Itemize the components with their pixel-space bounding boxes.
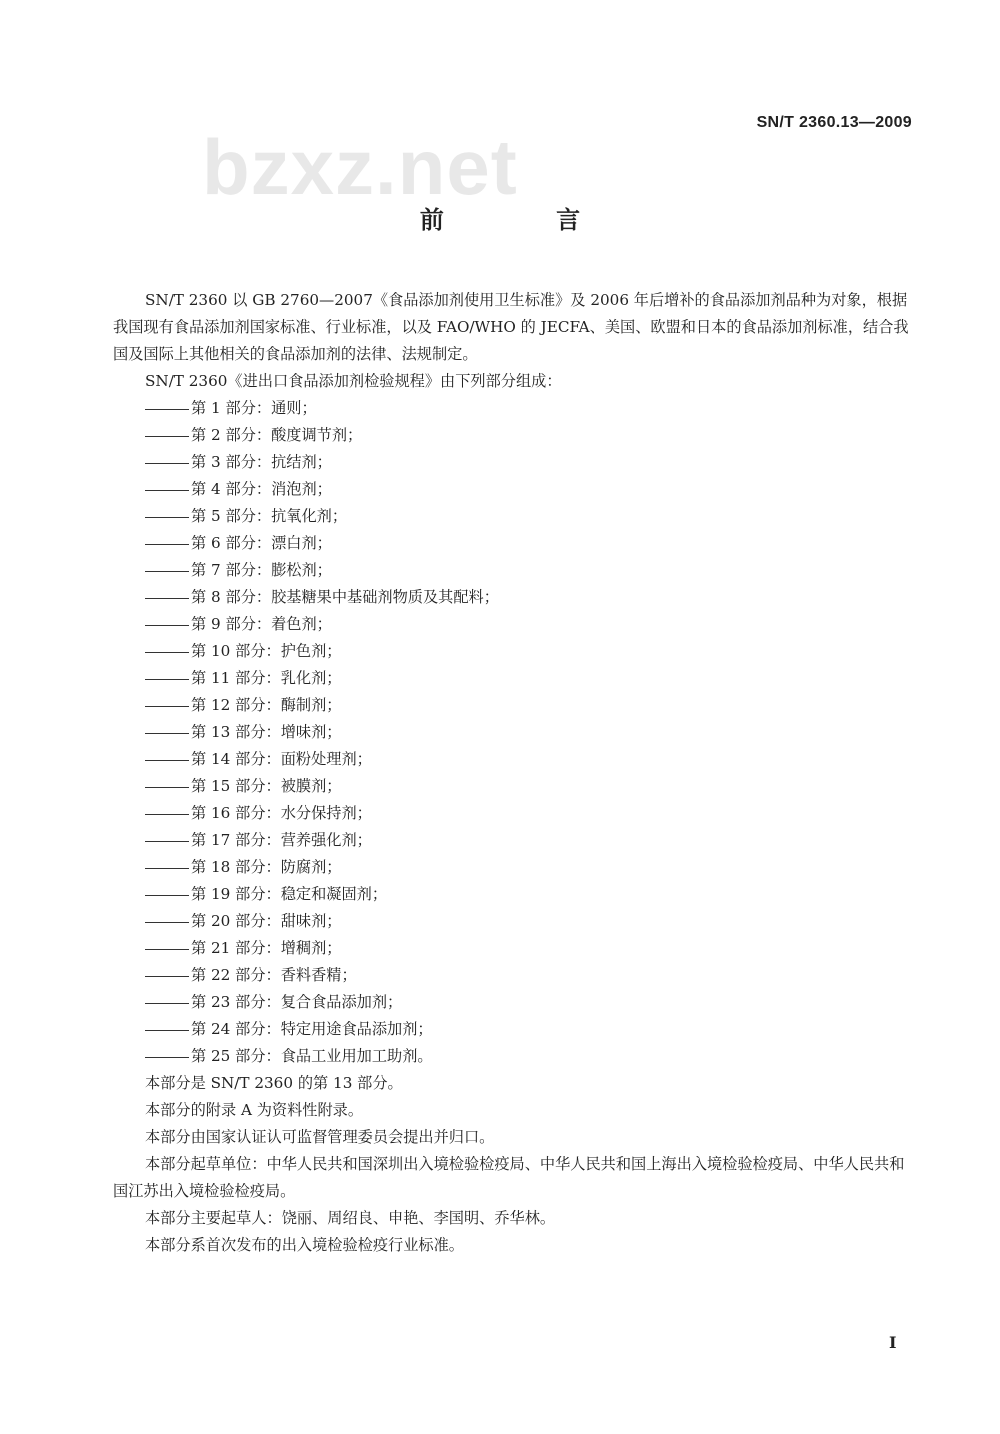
list-item: 第 23 部分：复合食品添加剂； (113, 989, 913, 1016)
dash-icon (145, 733, 189, 734)
drafting-units-statement: 本部分起草单位：中华人民共和国深圳出入境检验检疫局、中华人民共和国上海出入境检验检疫局、中华人民共和国江苏出入境检验检疫局。 (113, 1155, 905, 1200)
list-item: 第 16 部分：水分保持剂； (113, 800, 913, 827)
parts-list (113, 395, 913, 1070)
dash-icon (145, 679, 189, 680)
list-item: 第 25 部分：食品工业用加工助剂。 (113, 1043, 913, 1070)
list-item: 第 19 部分：稳定和凝固剂； (113, 881, 913, 908)
dash-icon (145, 598, 189, 599)
dash-icon (145, 625, 189, 626)
dash-icon (145, 571, 189, 572)
list-item: 第 18 部分：防腐剂； (113, 854, 913, 881)
dash-icon (145, 490, 189, 491)
list-item: 第 6 部分：漂白剂； (113, 530, 913, 557)
dash-icon (145, 760, 189, 761)
list-item: 第 21 部分：增稠剂； (113, 935, 913, 962)
list-item: 第 14 部分：面粉处理剂； (113, 746, 913, 773)
dash-icon (145, 787, 189, 788)
list-item: 第 1 部分：通则； (113, 395, 913, 422)
dash-icon (145, 841, 189, 842)
standard-code: SN/T 2360.13—2009 (756, 114, 912, 131)
list-item: 第 24 部分：特定用途食品添加剂； (113, 1016, 913, 1043)
list-item: 第 9 部分：着色剂； (113, 611, 913, 638)
list-item: 第 22 部分：香料香精； (113, 962, 913, 989)
list-item: 第 10 部分：护色剂； (113, 638, 913, 665)
list-item: 第 12 部分：酶制剂； (113, 692, 913, 719)
dash-icon (145, 814, 189, 815)
dash-icon (145, 1030, 189, 1031)
list-item: 第 15 部分：被膜剂； (113, 773, 913, 800)
list-item: 第 5 部分：抗氧化剂； (113, 503, 913, 530)
list-item: 第 4 部分：消泡剂； (113, 476, 913, 503)
list-item: 第 20 部分：甜味剂； (113, 908, 913, 935)
foreword-body (113, 287, 913, 1259)
page-number: I (889, 1333, 897, 1352)
composition-intro: SN/T 2360《进出口食品添加剂检验规程》由下列部分组成： (145, 372, 562, 390)
list-item: 第 11 部分：乳化剂； (113, 665, 913, 692)
drafters-statement: 本部分主要起草人：饶丽、周绍良、申艳、李国明、乔华林。 (145, 1209, 556, 1227)
dash-icon (145, 544, 189, 545)
list-item: 第 3 部分：抗结剂； (113, 449, 913, 476)
intro-paragraph: SN/T 2360 以 GB 2760—2007《食品添加剂使用卫生标准》及 2006 年后增补的食品添加剂品种为对象，根据我国现有食品添加剂国家标准、行业标准，以及 FAO/WHO 的 JECFA、美国、欧盟和日本的食品添加剂标准，结合我国及国际上其他相关的食品添加剂的法律、法规制定。 (113, 291, 909, 363)
page-title: 前 言 (419, 205, 633, 234)
dash-icon (145, 868, 189, 869)
list-item: 第 13 部分：增味剂； (113, 719, 913, 746)
dash-icon (145, 1003, 189, 1004)
list-item: 第 7 部分：膨松剂； (113, 557, 913, 584)
appendix-statement: 本部分的附录 A 为资料性附录。 (145, 1101, 364, 1119)
watermark: bzxz.net (202, 123, 518, 211)
part-of-statement: 本部分是 SN/T 2360 的第 13 部分。 (145, 1074, 403, 1092)
dash-icon (145, 1057, 189, 1058)
dash-icon (145, 895, 189, 896)
dash-icon (145, 949, 189, 950)
list-item: 第 8 部分：胶基糖果中基础剂物质及其配料； (113, 584, 913, 611)
dash-icon (145, 706, 189, 707)
proposed-by-statement: 本部分由国家认证认可监督管理委员会提出并归口。 (145, 1128, 495, 1146)
list-item: 第 2 部分：酸度调节剂； (113, 422, 913, 449)
dash-icon (145, 409, 189, 410)
list-item: 第 17 部分：营养强化剂； (113, 827, 913, 854)
first-release-statement: 本部分系首次发布的出入境检验检疫行业标准。 (145, 1236, 464, 1254)
dash-icon (145, 976, 189, 977)
dash-icon (145, 463, 189, 464)
dash-icon (145, 517, 189, 518)
dash-icon (145, 652, 189, 653)
dash-icon (145, 436, 189, 437)
dash-icon (145, 922, 189, 923)
